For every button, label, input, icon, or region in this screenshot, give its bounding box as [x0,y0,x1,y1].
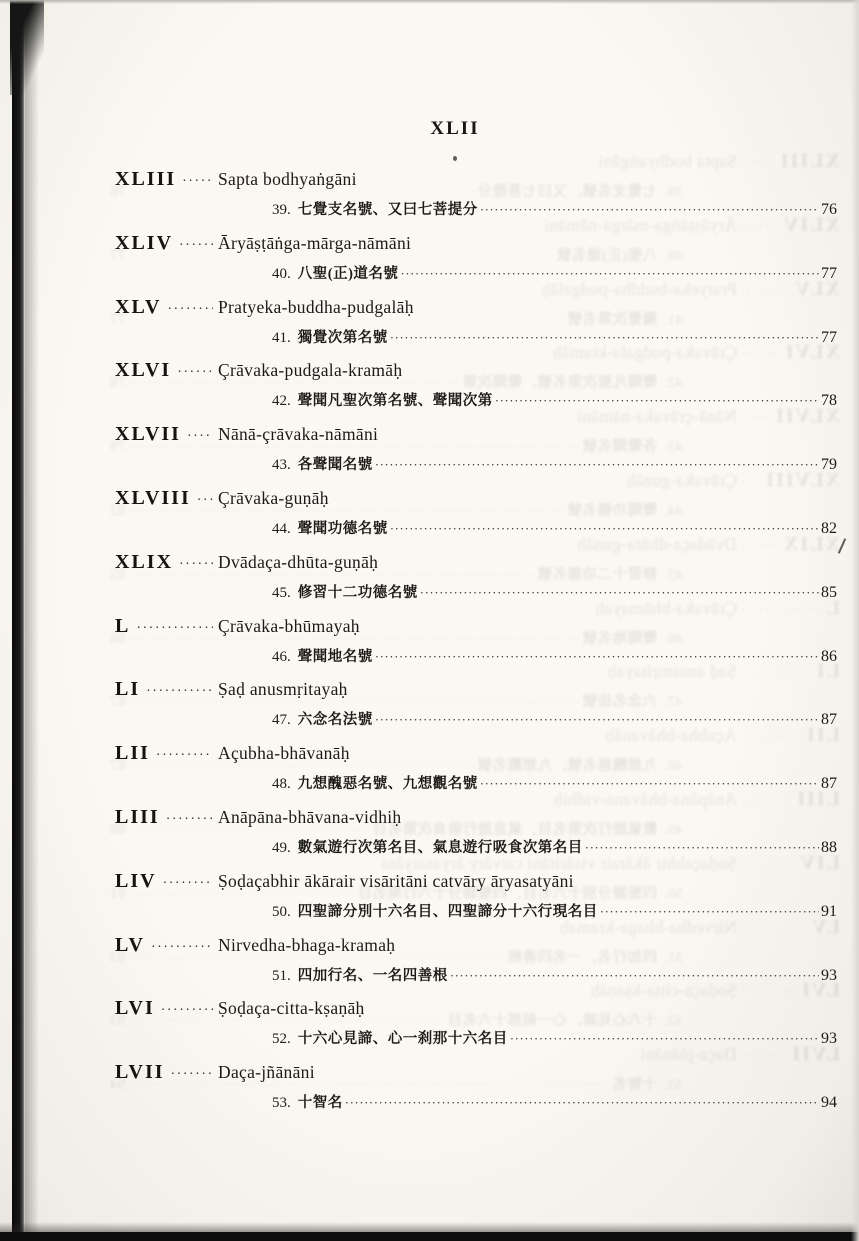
roman-numeral-area [115,806,218,829]
toc-entry [115,806,837,870]
entry-number: 47. [272,712,291,729]
toc-entry [115,615,837,679]
entry-roman-numeral: LV [115,933,145,956]
toc-entry-head [115,551,837,574]
entry-number: 44. [664,502,683,519]
scan-edge-left [12,0,25,1241]
roman-numeral-area [115,997,218,1020]
entry-page-number: 85 [821,583,837,601]
leader-dots [182,174,213,190]
entry-roman-numeral: LII [115,742,150,765]
leader-dots [390,330,819,346]
entry-page-number: 93 [821,966,837,984]
entry-roman-numeral: XLVII [774,405,840,428]
leader-dots [179,238,213,254]
entry-title-sanskrit: Ṣoḍaça-citta-kṣaṇāḥ [218,998,365,1019]
entry-roman-numeral: LIV [115,869,157,892]
toc-entry [115,1061,837,1125]
leader-dots [163,876,213,892]
entry-roman-numeral: LVII [115,1061,165,1084]
entry-title-sanskrit: Pratyeka-buddha-pudgalāḥ [218,296,414,317]
entry-title-sanskrit: Daça-jñānāni [640,1044,737,1065]
toc-entry-head [115,168,837,191]
entry-page-number: 82 [110,501,126,519]
entry-number: 48. [664,758,683,775]
entry-page-number: 78 [821,392,837,410]
leader-dots [585,840,819,856]
toc-entry-subline [272,453,837,474]
entry-page-number: 91 [821,902,837,920]
entry-page-number: 93 [110,1012,126,1030]
entry-page-number: 87 [110,757,126,775]
entry-title-sanskrit: Sapta bodhyaṅgāni [598,151,737,171]
entry-number: 51. [664,949,683,966]
page-header: XLII [430,118,480,139]
toc-entry-head [115,615,837,638]
entry-number: 45. [272,584,291,601]
entry-title-sanskrit: Açubha-bhāvanāḥ [605,725,737,746]
leader-dots [375,712,819,728]
entry-title-chinese: 數氣遊行次第名目、氣息遊行吸食次第名目 [372,821,658,838]
entry-roman-numeral: LIII [795,787,840,810]
leader-dots [151,940,213,956]
entry-page-number: 94 [110,1076,126,1094]
entry-page-number: 88 [110,820,126,838]
leader-dots [510,1031,819,1047]
roman-numeral-area [115,678,218,701]
entry-title-sanskrit: Çrāvaka-guṇāḥ [626,469,737,490]
entry-number: 46. [272,648,291,665]
entry-number: 50. [272,903,291,920]
leader-dots [156,748,213,764]
entry-title-sanskrit: Sapta bodhyaṅgāni [218,169,357,189]
toc-entry [115,296,837,360]
entry-roman-numeral: XLVI [783,341,840,364]
entry-page-number: 79 [110,438,126,456]
entry-page-number: 77 [110,246,126,264]
entry-number: 44. [272,520,291,537]
entry-title-chinese: 八聖(正)道名號 [556,247,658,264]
entry-title-sanskrit: Pratyeka-buddha-pudgalāḥ [541,278,737,299]
scan-edge-right [851,0,859,1241]
entry-title-chinese: 聲聞地名號 [297,648,373,665]
roman-numeral-area [115,551,218,574]
entry-title-chinese: 十智名 [612,1077,658,1094]
toc-entry [115,934,837,998]
entry-roman-numeral: LI [115,678,141,701]
entry-title-sanskrit: Çrāvaka-pudgala-kramāḥ [218,360,403,381]
leader-dots [171,1067,213,1083]
toc-entry [115,678,837,742]
toc-entry [115,359,837,423]
toc-entry-head [115,870,837,893]
leader-dots [600,904,819,920]
toc-entry [115,487,837,551]
entry-title-chinese: 七覺支名號、又曰七菩提分 [297,202,478,218]
entry-roman-numeral: XLVI [115,359,172,382]
entry-title-sanskrit: Ṣoḍaçabhir ākārair visāritāni catvāry āryasatyāni [218,870,574,891]
leader-dots [161,1003,213,1019]
entry-roman-numeral: XLIX [781,532,840,555]
roman-numeral-area [115,232,218,255]
entry-number: 50. [664,885,683,902]
toc-entry-subline [272,1027,837,1048]
entry-roman-numeral: XLVII [115,423,181,446]
entry-roman-numeral: L [115,614,131,637]
leader-dots [177,365,213,381]
roman-numeral-area [115,615,218,638]
scan-edge-bottom-shadow [0,1222,859,1232]
leader-dots [480,202,819,218]
entry-number: 46. [664,630,683,647]
leader-dots [179,557,213,573]
entry-roman-numeral: LIII [115,805,160,828]
entry-title-chinese: 四聖諦分別十六名目、四聖諦分十六行現名目 [357,885,658,902]
entry-page-number: 77 [821,264,837,282]
toc-entry-head [115,934,837,957]
toc-entry [115,423,837,487]
toc-entry-subline [272,900,837,921]
entry-number: 52. [272,1031,291,1048]
leader-dots [375,649,819,665]
entry-title-sanskrit: Açubha-bhāvanāḥ [218,743,350,764]
leader-dots [345,1095,819,1111]
entry-title-chinese: 聲聞功德名號 [567,502,658,519]
entry-title-chinese: 聲聞凡聖次第名號、聲聞次第 [297,393,493,410]
entry-title-chinese: 聲聞凡聖次第名號、聲聞次第 [462,375,658,392]
entry-number: 43. [664,439,683,456]
toc-entry [115,168,837,232]
entry-page-number: 77 [821,328,837,346]
toc-entry-subline [272,262,837,283]
leader-dots [187,429,213,445]
toc-entry-head [115,423,837,446]
entry-roman-numeral: L [824,596,840,619]
entry-roman-numeral: LV [810,915,840,938]
entry-title-chinese: 九想醜惡名號、九想觀名號 [477,758,658,775]
entry-title-sanskrit: Çrāvaka-bhūmayaḥ [595,597,737,618]
toc-entry [115,742,837,806]
entry-title-chinese: 七覺支名號、又曰七菩提分 [477,184,658,200]
leader-dots [197,493,213,509]
roman-numeral-area [115,870,218,893]
toc-entry-subline [272,964,837,985]
leader-dots [167,302,213,318]
entry-title-sanskrit: Dvādaça-dhūta-guṇāḥ [218,551,379,572]
entry-roman-numeral: XLV [793,277,840,300]
entry-roman-numeral: LVI [115,997,155,1020]
entry-page-number: 82 [821,519,837,537]
entry-number: 49. [664,821,683,838]
toc-entry-subline [272,326,837,347]
roman-numeral-area [115,359,218,382]
stray-pen-mark [838,538,846,553]
toc-entry-head [115,806,837,829]
toc-entry-head [115,359,837,382]
entry-page-number: 86 [110,629,126,647]
entry-page-number: 88 [821,838,837,856]
entry-title-sanskrit: Ṣaḍ anusmṛitayaḥ [607,661,737,682]
entry-title-chinese: 十智名 [297,1095,343,1112]
entry-title-chinese: 九想醜惡名號、九想觀名號 [297,776,478,793]
scan-edge-bottom [0,1232,859,1241]
leader-dots [480,776,819,792]
entry-number: 41. [272,329,291,346]
entry-title-sanskrit: Nirvedha-bhaga-kramaḥ [559,916,737,937]
entry-roman-numeral: XLIV [115,231,174,254]
entry-roman-numeral: LVI [800,979,840,1002]
leader-dots [400,266,819,282]
leader-dots [146,684,213,700]
entry-number: 40. [272,265,291,282]
entry-page-number: 76 [110,183,126,200]
entry-page-number: 77 [110,310,126,328]
entry-title-sanskrit: Daça-jñānāni [218,1062,315,1083]
entry-number: 47. [664,694,683,711]
toc-entry [115,870,837,934]
entry-page-number: 85 [110,565,126,583]
entry-roman-numeral: XLVIII [115,486,191,509]
entry-page-number: 94 [821,1094,837,1112]
toc-entry [115,232,837,296]
entry-title-sanskrit: Nānā-çrāvaka-nāmāni [576,406,737,427]
entry-title-chinese: 各聲聞名號 [297,457,373,474]
leader-dots [420,585,819,601]
entry-page-number: 87 [110,693,126,711]
entry-page-number: 76 [821,201,837,218]
entry-title-chinese: 十六心見諦、心一刹那十六名目 [447,1013,658,1030]
entry-title-sanskrit: Nirvedha-bhaga-kramaḥ [218,934,396,955]
entry-roman-numeral: LIV [798,851,840,874]
entry-number: 40. [664,247,683,264]
entry-page-number: 78 [110,374,126,392]
toc-entry-subline [272,389,837,410]
leader-dots [375,457,819,473]
entry-title-sanskrit: Nānā-çrāvaka-nāmāni [218,424,379,445]
toc-entry-subline [272,581,837,602]
entry-roman-numeral: XLIX [115,550,174,573]
entry-number: 41. [664,311,683,328]
scan-corner-top-left [10,0,44,95]
entry-page-number: 93 [110,948,126,966]
entry-number: 39. [272,202,291,218]
entry-number: 42. [664,375,683,392]
entry-title-chinese: 聲聞功德名號 [297,520,388,537]
roman-numeral-area [115,487,218,510]
entry-number: 39. [664,184,683,200]
entry-page-number: 91 [110,884,126,902]
entry-title-chinese: 四加行名、一名四善根 [297,967,448,984]
toc-entry-subline [272,1091,837,1112]
entry-number: 42. [272,393,291,410]
scan-edge-left-shadow [25,0,39,1241]
roman-numeral-area [115,168,218,191]
entry-title-chinese: 獨覺次第名號 [297,329,388,346]
toc-entry-head [115,678,837,701]
entry-title-chinese: 修習十二功德名號 [537,566,658,583]
entry-title-chinese: 各聲聞名號 [582,439,658,456]
entry-number: 43. [272,457,291,474]
entry-title-chinese: 六念名法號 [297,712,373,729]
entry-number: 53. [272,1095,291,1112]
entry-page-number: 87 [821,711,837,729]
toc-entry-head [115,1061,837,1084]
entry-roman-numeral: XLV [115,295,162,318]
entry-number: 49. [272,839,291,856]
toc-entry-head [115,487,837,510]
entry-page-number: 86 [821,647,837,665]
entry-title-sanskrit: Āryāṣṭāṅga-mārga-nāmāni [543,214,737,235]
entry-title-sanskrit: Çrāvaka-pudgala-kramāḥ [552,342,737,363]
toc-entry-subline [272,836,837,857]
toc-entry-subline [272,517,837,538]
entry-roman-numeral: LII [805,724,840,747]
entry-roman-numeral: XLIV [781,213,840,236]
ink-speck [453,156,457,161]
entry-roman-numeral: LVII [790,1043,840,1066]
toc-entry-head [115,232,837,255]
entry-title-chinese: 數氣遊行次第名目、氣息遊行吸食次第名目 [297,839,583,856]
entry-title-chinese: 八聖(正)道名號 [297,265,399,282]
entry-title-chinese: 四加行名、一名四善根 [507,949,658,966]
entry-number: 52. [664,1013,683,1030]
toc-entry-subline [272,772,837,793]
scan-edge-top [0,0,859,4]
toc-entry-subline [272,708,837,729]
toc-entry-head [115,997,837,1020]
entry-title-sanskrit: Çrāvaka-guṇāḥ [218,487,329,508]
toc-entry-subline [272,198,837,219]
entry-number: 51. [272,967,291,984]
entry-title-sanskrit: Āryāṣṭāṅga-mārga-nāmāni [218,232,412,253]
toc-entry-head [115,742,837,765]
entry-title-chinese: 修習十二功德名號 [297,584,418,601]
entry-page-number: 87 [821,775,837,793]
toc-entry-subline [272,645,837,666]
entry-title-sanskrit: Dvādaça-dhūta-guṇāḥ [576,533,737,554]
entry-title-sanskrit: Ṣoḍaçabhir ākārair visāritāni catvāry āryasatyāni [381,852,737,873]
entry-title-chinese: 獨覺次第名號 [567,311,658,328]
entry-title-chinese: 四聖諦分別十六名目、四聖諦分十六行現名目 [297,903,598,920]
leader-dots [166,812,213,828]
roman-numeral-area [115,1061,218,1084]
roman-numeral-area [115,296,218,319]
roman-numeral-area [115,742,218,765]
entry-page-number: 79 [821,456,837,474]
entry-title-sanskrit: Ṣoḍaça-citta-kṣaṇāḥ [590,980,737,1001]
entry-title-chinese: 聲聞地名號 [582,630,658,647]
entry-roman-numeral: XLVIII [764,468,840,491]
entry-roman-numeral: XLIII [778,150,840,172]
entry-roman-numeral: LI [814,660,840,683]
entry-number: 48. [272,776,291,793]
entry-number: 53. [664,1077,683,1094]
leader-dots [136,621,213,637]
toc-entry [115,551,837,615]
entry-title-chinese: 六念名法號 [582,694,658,711]
leader-dots [495,393,819,409]
toc-entry [115,997,837,1061]
entry-title-sanskrit: Çrāvaka-bhūmayaḥ [218,615,360,636]
entry-title-sanskrit: Anāpāna-bhāvana-vidhiḥ [218,806,402,827]
entry-page-number: 93 [821,1030,837,1048]
leader-dots [450,968,819,984]
roman-numeral-area [115,423,218,446]
leader-dots [390,521,819,537]
entry-title-sanskrit: Ṣaḍ anusmṛitayaḥ [218,679,348,700]
entry-number: 45. [664,566,683,583]
entry-roman-numeral: XLIII [115,168,177,190]
roman-numeral-area [115,934,218,957]
entry-title-chinese: 十六心見諦、心一刹那十六名目 [297,1031,508,1048]
toc-entry-head [115,296,837,319]
toc-list [115,168,837,1125]
entry-title-sanskrit: Anāpāna-bhāvana-vidhiḥ [553,788,737,809]
